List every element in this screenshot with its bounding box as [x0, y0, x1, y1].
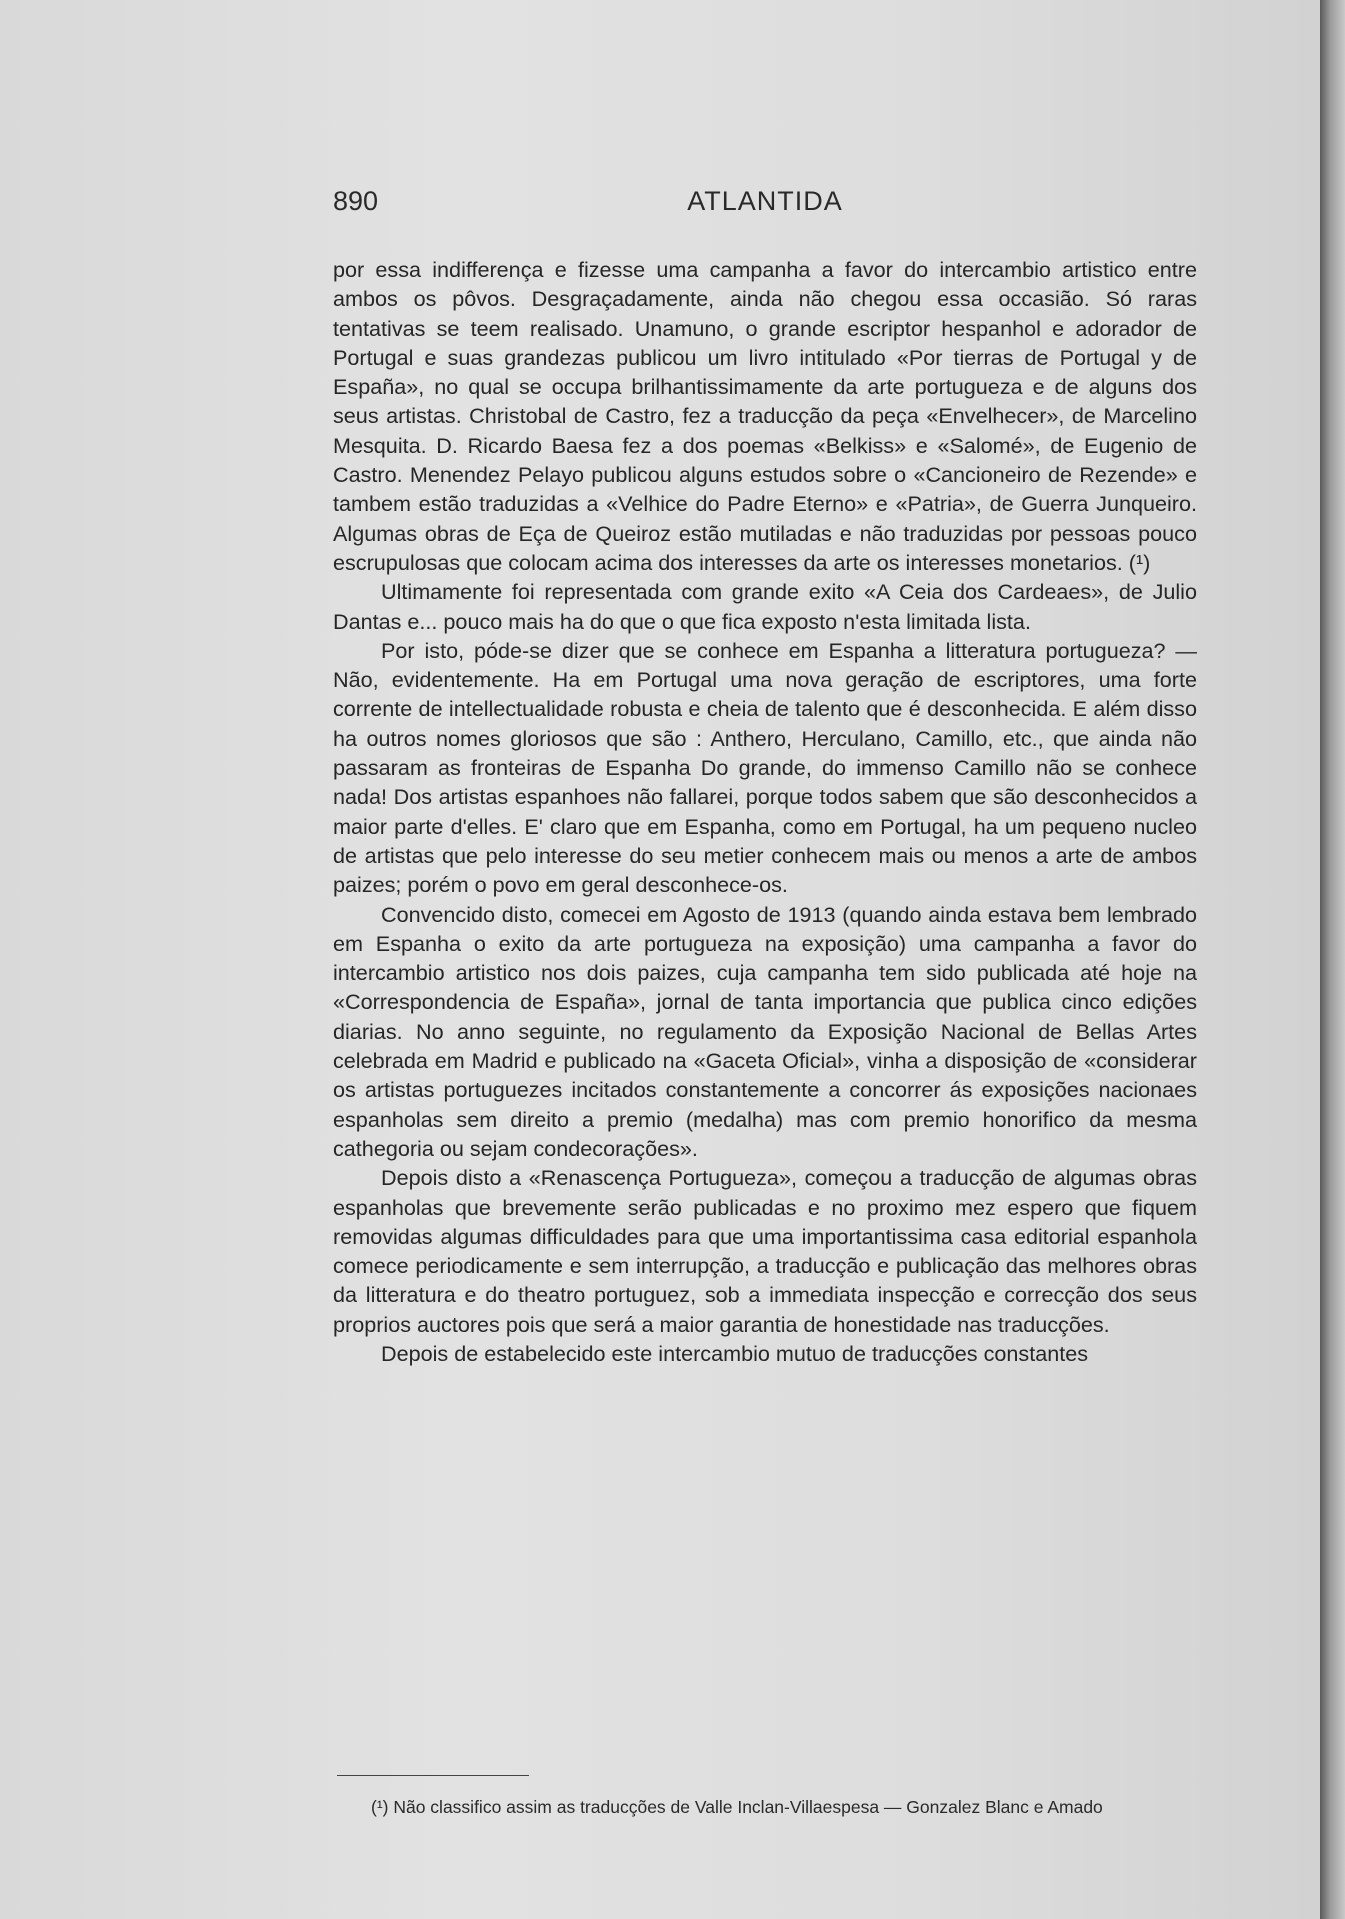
running-title: ATLANTIDA: [687, 186, 843, 216]
paragraph-6: Depois de estabelecido este intercambio mutuo de traducções constantes: [381, 1340, 1089, 1366]
paragraph-1: por essa indifferença e fizesse uma campanha a favor do intercambio artistico entre ambos os pôvos. Desgraçadamente, ainda não chegou essa occasião. Só raras tentativas se teem realisado. Unamuno, o grande escriptor hespanhol e adorador de Portugal e suas grandezas publicou um livro intitulado «Por tierras de Portugal y de España», no qual se occupa brilhantissimamente da arte portugueza e de alguns dos seus artistas. Christobal de Castro, fez a traducção da peça «Envelhecer», de Marcelino Mesquita. D. Ricardo Baesa fez a dos poemas «Belkiss» e «Salomé», de Eugenio de Castro. Menendez Pelayo publicou alguns estudos sobre o «Cancioneiro de Rezende» e tambem estão traduzidas a «Velhice do Padre Eterno» e «Patria», de Guerra Junqueiro. Algumas obras de Eça de Queiroz estão mutiladas e não traduzidas por pessoas pouco escrupulosas que colocam acima dos interesses da arte os interesses monetarios. (¹): [333, 257, 1197, 575]
paragraph-2: Ultimamente foi representada com grande exito «A Ceia dos Cardeaes», de Julio Dantas e... pouco mais ha do que o que fica exposto n'esta limitada lista.: [333, 579, 1197, 634]
paragraph-3: Por isto, póde-se dizer que se conhece em Espanha a litteratura portugueza? — Não, evidentemente. Ha em Portugal uma nova geração de escriptores, uma forte corrente de intellectualidade robusta e cheia de talento que é desconhecida. E além disso ha outros nomes gloriosos que são : Anthero, Herculano, Camillo, etc., que ainda não passaram as fronteiras de Espanha Do grande, do immenso Camillo não se conhece nada! Dos artistas espanhoes não fallarei, porque todos sabem que são desconhecidos a maior parte d'elles. E' claro que em Espanha, como em Portugal, ha um pequeno nucleo de artistas que pelo interesse do seu metier conhecem mais ou menos a arte de ambos paizes; porém o povo em geral desconhece-os.: [333, 637, 1197, 898]
paragraph-5: Depois disto a «Renascença Portugueza», começou a traducção de algumas obras espanholas que brevemente serão publicadas e no proximo mez espero que fiquem removidas algumas difficuldades para que uma importantissima casa editorial espanhola comece periodicamente e sem interrupção, a traducção e publicação das melhores obras da litteratura e do theatro portuguez, sob a immediata inspecção e correcção dos seus proprios auctores pois que será a maior garantia de honestidade nas traducções.: [333, 1165, 1197, 1337]
footnote-divider: [337, 1775, 529, 1776]
body-text: [333, 255, 1197, 1368]
page-header: [333, 186, 1197, 222]
page-edge-shadow: [1320, 0, 1345, 1919]
footnote: (¹) Não classifico assim as traducções de Valle Inclan-Villaespesa — Gonzalez Blanc e Amado: [371, 1797, 1103, 1817]
paragraph-4: Convencido disto, comecei em Agosto de 1913 (quando ainda estava bem lembrado em Espanha o exito da arte portugueza na exposição) uma campanha a favor do intercambio artistico nos dois paizes, cuja campanha tem sido publicada até hoje na «Correspondencia de España», jornal de tanta importancia que publica cinco edições diarias. No anno seguinte, no regulamento da Exposição Nacional de Bellas Artes celebrada em Madrid e publicado na «Gaceta Oficial», vinha a disposição de «considerar os artistas portuguezes incitados constantemente a concorrer ás exposições nacionaes espanholas sem direito a premio (medalha) mas com premio honorifico da mesma cathegoria ou sejam condecorações».: [333, 901, 1197, 1161]
page-number: 890: [333, 186, 379, 216]
